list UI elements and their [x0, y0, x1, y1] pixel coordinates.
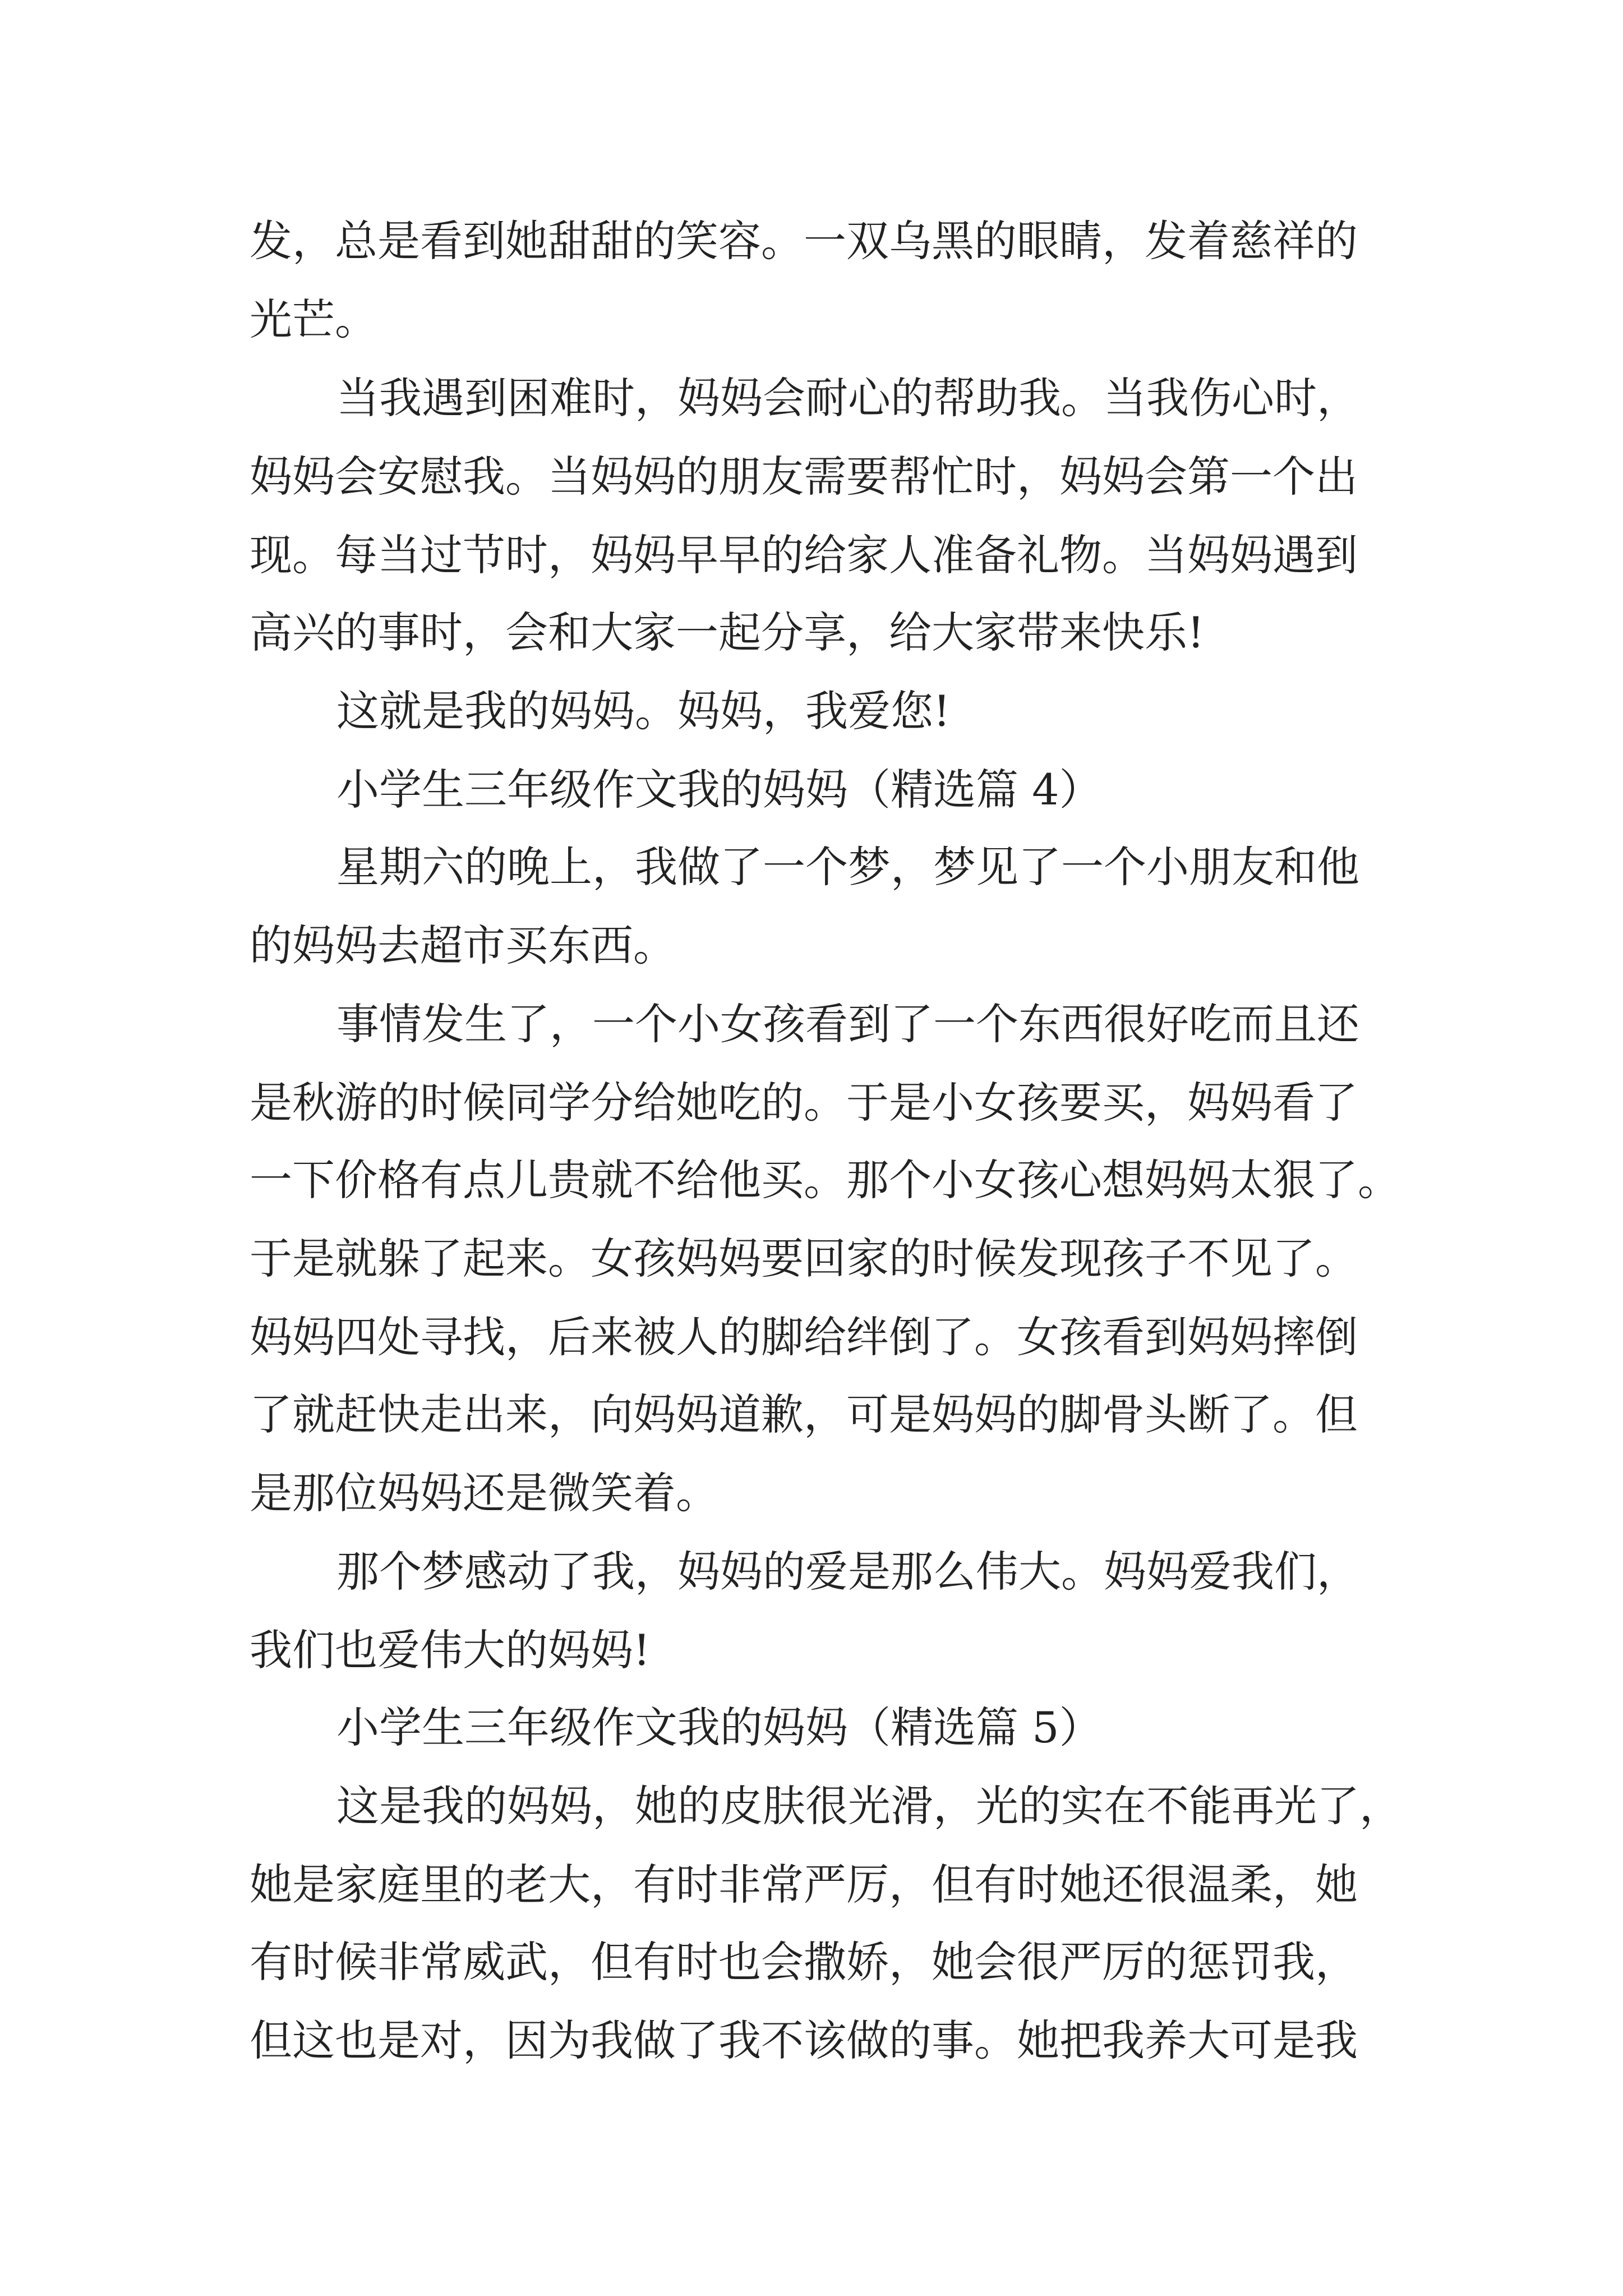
text-line: 现。每当过节时，妈妈早早的给家人准备礼物。当妈妈遇到 — [250, 530, 1358, 580]
text-line: 了就赶快走出来，向妈妈道歉，可是妈妈的脚骨头断了。但 — [250, 1389, 1358, 1439]
paragraph-start: 事情发生了，一个小女孩看到了一个东西很好吃而且还 — [336, 999, 1359, 1049]
text-line: 我们也爱伟大的妈妈! — [250, 1625, 651, 1675]
paragraph-start: 星期六的晚上，我做了一个梦，梦见了一个小朋友和他 — [336, 842, 1359, 892]
text-line: 的妈妈去超市买东西。 — [250, 921, 676, 970]
text-line: 她是家庭里的老大，有时非常严厉，但有时她还很温柔，她 — [250, 1860, 1358, 1910]
text-line: 妈妈会安慰我。当妈妈的朋友需要帮忙时，妈妈会第一个出 — [250, 452, 1358, 501]
section-heading: 小学生三年级作文我的妈妈（精选篇 5） — [336, 1703, 1102, 1752]
text-line: 高兴的事时，会和大家一起分享，给大家带来快乐! — [250, 608, 1205, 657]
text-line: 是那位妈妈还是微笑着。 — [250, 1468, 718, 1518]
paragraph-start: 当我遇到困难时，妈妈会耐心的帮助我。当我伤心时， — [336, 373, 1359, 423]
text-line: 有时候非常威武，但有时也会撒娇，她会很严厉的惩罚我， — [250, 1937, 1358, 1987]
paragraph-start: 这是我的妈妈，她的皮肤很光滑，光的实在不能再光了， — [336, 1781, 1402, 1831]
text-line: 但这也是对，因为我做了我不该做的事。她把我养大可是我 — [250, 2016, 1358, 2065]
text-line: 是秋游的时候同学分给她吃的。于是小女孩要买，妈妈看了 — [250, 1078, 1358, 1128]
paragraph-start: 这就是我的妈妈。妈妈，我爱您! — [336, 686, 951, 736]
paragraph-start: 那个梦感动了我，妈妈的爱是那么伟大。妈妈爱我们， — [336, 1547, 1359, 1596]
text-line: 光芒。 — [250, 295, 377, 344]
text-line: 发，总是看到她甜甜的笑容。一双乌黑的眼睛，发着慈祥的 — [250, 216, 1358, 266]
text-line: 妈妈四处寻找，后来被人的脚给绊倒了。女孩看到妈妈摔倒 — [250, 1312, 1358, 1362]
text-line: 于是就躲了起来。女孩妈妈要回家的时候发现孩子不见了。 — [250, 1234, 1358, 1283]
text-line: 一下价格有点儿贵就不给他买。那个小女孩心想妈妈太狠了。 — [250, 1155, 1400, 1205]
section-heading: 小学生三年级作文我的妈妈（精选篇 4） — [336, 765, 1102, 815]
